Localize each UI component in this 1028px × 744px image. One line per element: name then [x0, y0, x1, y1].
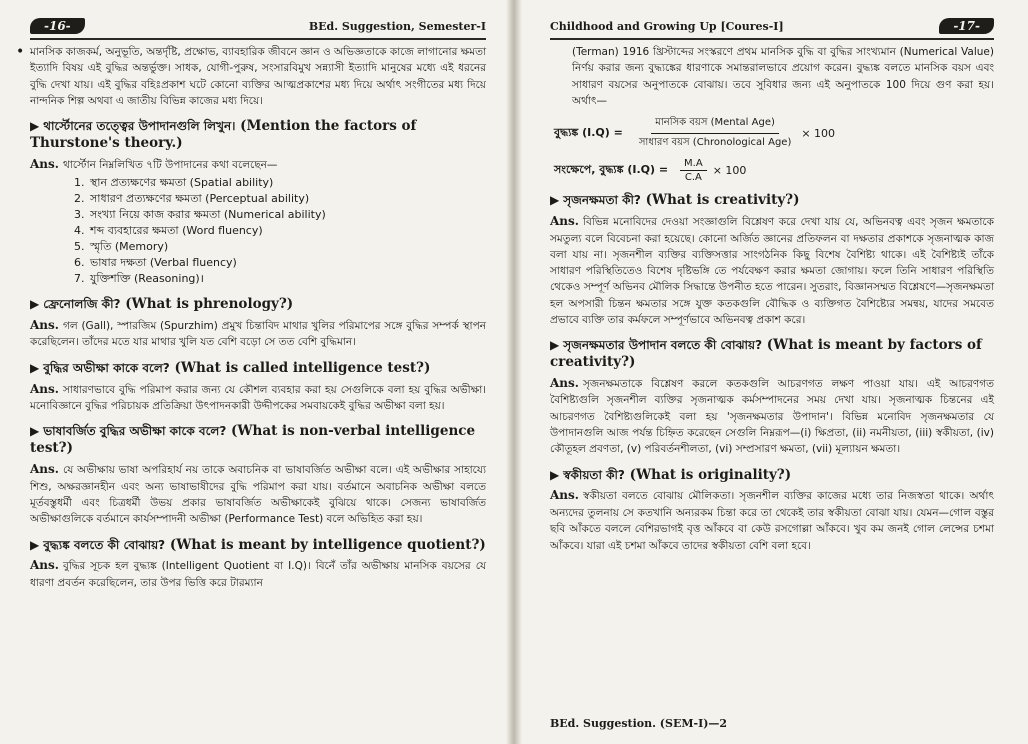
question-en: (What is phrenology?): [125, 295, 294, 312]
arrow-right-icon: ▶: [30, 119, 40, 134]
arrow-right-icon: ▶: [30, 424, 40, 439]
running-head-right: [550, 14, 994, 40]
formula-multiplier: × 100: [712, 164, 747, 178]
ans-label: Ans.: [30, 317, 59, 332]
iq-continued: (Terman) 1916 খ্রিস্টাব্দের সংস্করণে প্রথম মানসিক বুদ্ধি বা বুদ্ধির সাংখ্যমান (Numerical Value) নির্ণয় করার জন্য বুদ্ধ্যঙ্কের ধারণাকে সমান্তরালভাবে প্রয়োগ করেন। বুদ্ধ্যঙ্ক বলতে মানসিক বয়স এবং সাধারণ বয়সের অনুপাতকে বোঝায়। তবে সুবিধার জন্য এই অনুপাতকে 100 দিয়ে গুণ করা হয়। অর্থাৎ—: [572, 46, 994, 107]
formula-lhs: বুদ্ধ্যঙ্ক (I.Q) =: [554, 126, 623, 140]
answer-text: যে অভীক্ষায় ভাষা অপরিহার্য নয় তাকে অবাচনিক বা ভাষাবর্জিত অভীক্ষা বলে। এই অভীক্ষার সাহায্যে শিশু, অক্ষরজ্ঞানহীন এবং অন্য ভাষাভাষীদের বুদ্ধি পরিমাপ করা যায়। বর্তমানে অবাচনিক অভীক্ষা বলতে মূর্তবস্তুধর্মী এবং চিত্রধর্মী উভয় প্রকার ভাষাবর্জিত অভীক্ষাকেই বুঝিয়ে থাকে। সেজন্য ভাষাবর্জিত অভীক্ষাগুলিকে বর্তমানে কার্যসম্পাদনী অভীক্ষা (Performance Test) বলে অভিহিত করা হয়।: [30, 464, 486, 526]
ans-label: Ans.: [30, 558, 59, 573]
formula-lhs: সংক্ষেপে, বুদ্ধ্যঙ্ক (I.Q) =: [554, 163, 669, 177]
question-iq: [30, 537, 486, 554]
formula-fraction: [635, 115, 796, 152]
formula-denominator: C.A: [684, 172, 702, 184]
question-thurstone: [30, 118, 486, 152]
question-bn: বুদ্ধ্যঙ্ক বলতে কী বোঝায়?: [43, 537, 166, 552]
answer: [550, 486, 994, 553]
question-non-verbal: [30, 423, 486, 457]
arrow-right-icon: ▶: [30, 296, 40, 311]
question-creativity: [550, 192, 994, 209]
answer-text: স্বকীয়তা বলতে বোঝায় মৌলিকতা। সৃজনশীল ব্যক্তির কাজের মধ্যে তার নিজস্বতা থাকে। অর্থাৎ অন্যদের তুলনায় সে কতখানি অন্যরকম চিন্তা করে তা থেকেই তার স্বকীয়তা বোঝা যায়। যেমন—গোল বস্তুর ছবি আঁকতে বললে বেশিরভাগই বৃত্ত আঁকবে বা কেউ রসগোল্লা আঁকবে। খুব কম জনই গোল লেন্সের চশমা আঁকবে। যারা এই চশমা আঁকবে তাদের স্বকীয়তা বেশি বলা হবে।: [550, 490, 994, 552]
answer-text: বিভিন্ন মনোবিদের দেওয়া সংজ্ঞাগুলি বিশ্লেষণ করে দেখা যায় যে, অভিনবত্ব এবং সৃজন ক্ষমতাকে সমতুল্য বলে বিবেচনা করা হয়েছে। কোনো অর্জিত জ্ঞানের প্রতিফলন বা দক্ষতার প্রকাশকে সৃজনাত্মক কাজ বলা যায় না। সৃজনশীল ব্যক্তির ব্যক্তিসত্তার সাংগঠনিক কিছু বিশেষ বৈশিষ্ট্য থাকে। এই বৈশিষ্ট্যই তাঁকে সাধারণ পরিস্থিতিতেও বিশেষ দৃষ্টিভঙ্গি তে পর্যবেক্ষণ করার ক্ষমতা জোগায়। ফলে তিনি সাধারণ পরিস্থিতি থেকেও সম্পূর্ণ অভিনব মৌলিক সিদ্ধান্তে উপনীত হতে পারেন। সুতরাং, বিজ্ঞানসম্মত বিশ্লেষণে—সৃজনক্ষমতা হল অপসারী চিন্তন ক্ষমতার সঙ্গে যুক্ত কতকগুলি বৌদ্ধিক ও ব্যক্তিগত বৈশিষ্ট্যের সমন্বয়, যাদের সমবেত প্রভাবে ব্যক্তি তার কর্মফলে সম্পূর্ণভাবে অভিনবত্ব প্রকাশ করে।: [550, 215, 994, 326]
question-bn: থার্স্টোনের তত্ত্বের উপাদানগুলি লিখুন।: [43, 119, 236, 134]
answer: [30, 556, 486, 591]
book-gutter: [506, 0, 522, 744]
factor-list: [88, 175, 486, 287]
list-item: 6. ভাষার দক্ষতা (Verbal fluency): [88, 255, 486, 271]
formula-numerator: M.A: [680, 158, 707, 171]
arrow-right-icon: ▶: [30, 360, 40, 375]
answer-text: গল (Gall), স্পারজিম (Spurzhim) প্রমুখ চিন্তাবিদ মাথার খুলির পরিমাপের সঙ্গে বুদ্ধির সম্পর্ক স্থাপন করেছিলেন। তাঁদের মতে যার মাথার খুলি যত বেশি বড়ো সে তত বেশি বুদ্ধিমান।: [30, 319, 486, 349]
arrow-right-icon: ▶: [550, 193, 560, 208]
question-en: (What is called intelligence test?): [174, 359, 431, 376]
answer: [30, 380, 486, 415]
formula-multiplier: × 100: [801, 127, 836, 141]
right-page: [512, 0, 1028, 744]
running-head-left: [30, 14, 486, 40]
running-head-text-left: BEd. Suggestion, Semester-I: [308, 19, 486, 33]
question-en: (Mention the factors of Thurstone's theory.): [30, 118, 417, 151]
question-bn: ফ্রেনোলজি কী?: [43, 296, 121, 311]
question-creativity-factors: [550, 337, 994, 371]
ans-label: Ans.: [30, 381, 59, 396]
question-en: (What is meant by intelligence quotient?): [169, 536, 486, 553]
list-item: 2. সাধারণ প্রত্যক্ষণের ক্ষমতা (Perceptual ability): [88, 191, 486, 207]
ans-label: Ans.: [550, 213, 579, 228]
arrow-right-icon: ▶: [550, 338, 560, 353]
question-en: (What is creativity?): [645, 192, 800, 209]
formula-fraction: [680, 158, 707, 183]
page-number-right: -17-: [939, 18, 994, 34]
page-mark: •: [16, 44, 25, 60]
ans-label: Ans.: [30, 156, 59, 171]
page-footer: BEd. Suggestion. (SEM-I)—2: [550, 717, 728, 730]
answer: [30, 316, 486, 351]
answer-text: থার্স্টোন নিম্নলিখিত ৭টি উপাদানের কথা বলেছেন—: [62, 158, 278, 171]
question-intelligence-test: [30, 360, 486, 377]
list-item: 4. শব্দ ব্যবহারের ক্ষমতা (Word fluency): [88, 223, 486, 239]
arrow-right-icon: ▶: [30, 537, 40, 552]
answer-text: বুদ্ধির সূচক হল বুদ্ধ্যঙ্ক (Intelligent Quotient বা I.Q)। বিনেঁ তাঁর অভীক্ষায় মানসিক বয়সের যে ধারণা প্রবর্তন করেছিলেন, তার উপর ভিত্তি করে টারম্যান: [30, 560, 486, 590]
answer-intro: [30, 155, 486, 174]
ans-label: Ans.: [30, 462, 59, 477]
intro-paragraph: মানসিক কাজকর্ম, অনুভূতি, অন্তর্দৃষ্টি, প্রক্ষোভ, ব্যাবহারিক জীবনে জ্ঞান ও অভিজ্ঞতাকে কাজে লাগানোর ক্ষমতা ইত্যাদি বিষয় এই বুদ্ধির অন্তর্ভুক্ত। সাধক, যোগী-পুরুষ, সংসারবিমুখ সন্ন্যাসী ইত্যাদি মানুষের মধ্যে এই ধরনের বুদ্ধি দেখা যায়। এই বুদ্ধির বহিঃপ্রকাশ ঘটে কোনো ব্যক্তির আত্মপ্রকাশের মধ্য দিয়ে অর্থাৎ সংগীতের মধ্য দিয়ে নান্দনিক শিল্প অথবা এ জাতীয় বিভিন্ন কাজের মধ্য দিয়ে।: [30, 46, 486, 107]
question-bn: বুদ্ধির অভীক্ষা কাকে বলে?: [43, 360, 170, 375]
question-originality: [550, 467, 994, 484]
list-item: 1. স্থান প্রত্যক্ষণের ক্ষমতা (Spatial ability): [88, 175, 486, 191]
list-item: 7. যুক্তিশক্তি (Reasoning)।: [88, 271, 486, 287]
iq-formula-short: [554, 158, 994, 183]
question-en: (What is originality?): [629, 466, 792, 483]
list-item: 5. স্মৃতি (Memory): [88, 239, 486, 255]
answer: [30, 460, 486, 527]
ans-label: Ans.: [550, 375, 579, 390]
formula-numerator: মানসিক বয়স (Mental Age): [651, 115, 779, 134]
question-en: (What is non-verbal intelligence test?): [30, 423, 476, 457]
formula-denominator: সাধারণ বয়স (Chronological Age): [638, 137, 792, 149]
list-item: 3. সংখ্যা নিয়ে কাজ করার ক্ষমতা (Numerical ability): [88, 207, 486, 223]
answer-text: সৃজনক্ষমতাকে বিশ্লেষণ করলে কতকগুলি আচরণগত লক্ষণ পাওয়া যায়। এই আচরণগত বৈশিষ্ট্যগুলি সৃজনশীল ব্যক্তির সৃজনাত্মক কর্মসম্পাদনের সময় দেখা যায়। সৃজনাত্মক চিন্তনের এই আচরণগত বৈশিষ্ট্যগুলিকেই বলা হয় 'সৃজনক্ষমতার উপাদান'। বিভিন্ন মনোবিদ সৃজনক্ষমতার যে উপাদানগুলি আজ পর্যন্ত চিহ্নিত করেছেন সেগুলি নিম্নরূপ—(i) ক্ষিপ্রতা, (ii) নমনীয়তা, (iii) স্বকীয়তা, (iv) কৌতূহল প্রবণতা, (v) পরিবর্তনশীলতা, (vi) সম্প্রসারণ ক্ষমতা, (vii) মূল্যায়ন ক্ষমতা।: [550, 377, 994, 456]
answer: [550, 374, 994, 458]
page-number-left: -16-: [30, 18, 85, 34]
iq-formula: [554, 115, 994, 152]
left-page: [0, 0, 512, 744]
question-bn: সৃজনক্ষমতা কী?: [563, 193, 641, 208]
arrow-right-icon: ▶: [550, 467, 560, 482]
question-bn: সৃজনক্ষমতার উপাদান বলতে কী বোঝায়?: [563, 338, 763, 353]
ans-label: Ans.: [550, 488, 579, 503]
answer-text: সাধারণভাবে বুদ্ধি পরিমাপ করার জন্য যে কৌশল ব্যবহার করা হয় সেগুলিকে বলা হয় বুদ্ধির অভীক্ষা। মনোবিজ্ঞানে বুদ্ধির পরিচায়ক প্রতিক্রিয়া উৎপাদনকারী উদ্দীপকের সমবায়কেই বুদ্ধির অভীক্ষা বলা হয়।: [30, 383, 486, 413]
running-head-text-right: Childhood and Growing Up [Coures-I]: [550, 19, 784, 33]
question-en: (What is meant by factors of creativity?): [550, 337, 982, 370]
answer: [550, 212, 994, 328]
question-bn: ভাষাবর্জিত বুদ্ধির অভীক্ষা কাকে বলে?: [43, 424, 227, 439]
question-phrenology: [30, 296, 486, 313]
question-bn: স্বকীয়তা কী?: [563, 467, 625, 482]
